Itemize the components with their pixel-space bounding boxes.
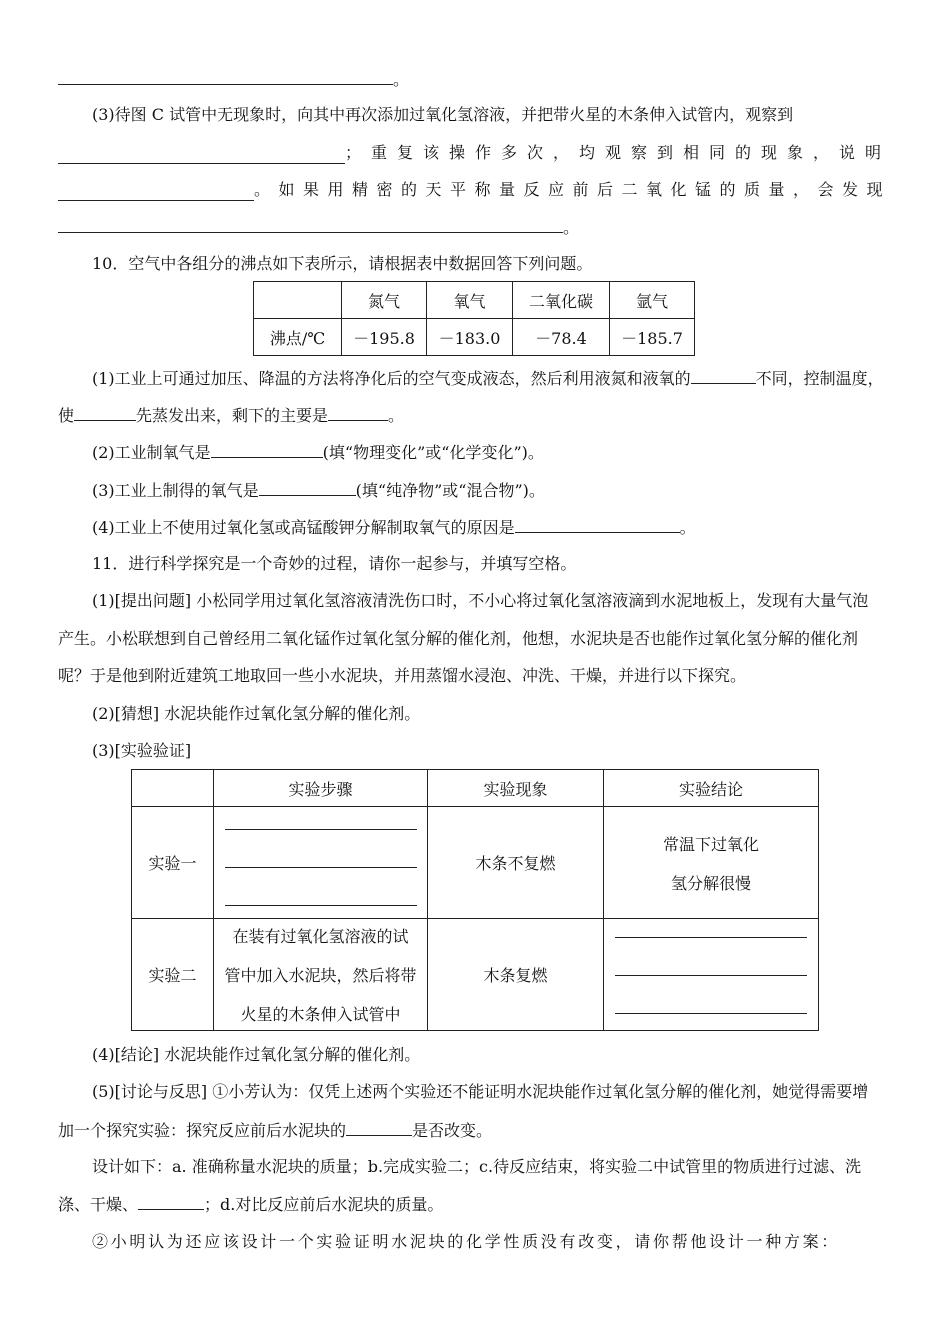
q10-p1-line-2: 使 先蒸发出来，剩下的主要是 。 — [58, 406, 405, 425]
answer-blank[interactable] — [615, 1012, 807, 1014]
q11-p1-line-2: 产生。小松联想到自己曾经用二氧化锰作过氧化氢分解的催化剂，他想，水泥块是否也能作过氧化氢分解的催化剂 — [58, 629, 859, 648]
row-label: 实验二 — [132, 919, 214, 1031]
q11-design-line-2: 涤、干燥、 ；d.对比反应前后水泥块的质量。 — [58, 1195, 444, 1214]
answer-blank[interactable] — [225, 904, 417, 906]
q10-p2: (2)工业制氧气是 (填“物理变化”或“化学变化”)。 — [92, 443, 544, 462]
table-header: 氩气 — [610, 282, 695, 319]
step-blanks-cell — [214, 807, 428, 919]
q10-p3: (3)工业上制得的氧气是 (填“纯净物”或“混合物”)。 — [92, 481, 545, 500]
q9-p3-line-3: 。如果用精密的天平称量反应前后二氧化锰的质量，会发现 — [58, 179, 891, 201]
table-cell: 木条复燃 — [428, 919, 604, 1031]
table-cell: －195.8 — [342, 319, 427, 356]
table-cell: －183.0 — [427, 319, 513, 356]
answer-blank[interactable] — [328, 404, 388, 421]
answer-blank[interactable] — [58, 216, 563, 233]
experiment-table — [131, 769, 819, 1031]
q11-design-line-1: 设计如下：a. 准确称量水泥块的质量；b.完成实验二；c.待反应结束，将实验二中试管里的物质进行过滤、洗 — [92, 1157, 862, 1176]
table-header: 氮气 — [342, 282, 427, 319]
answer-blank[interactable] — [74, 404, 136, 421]
q9-line-0: 。 — [58, 68, 409, 91]
q11-p5-line-1: (5)[讨论与反思] ①小芳认为：仅凭上述两个实验还不能证明水泥块能作过氧化氢分解的催化剂，她觉得需要增 — [92, 1082, 869, 1101]
answer-blank[interactable] — [58, 184, 254, 201]
q11-intro: 11．进行科学探究是一个奇妙的过程，请你一起参与，并填写空格。 — [92, 554, 577, 573]
q11-p1-line-1: (1)[提出问题] 小松同学用过氧化氢溶液清洗伤口时，不小心将过氧化氢溶液滴到水泥地板上，发现有大量气泡 — [92, 591, 869, 610]
answer-blank[interactable] — [138, 1193, 204, 1210]
q11-p2: (2)[猜想] 水泥块能作过氧化氢分解的催化剂。 — [92, 704, 421, 723]
boiling-point-table — [253, 281, 695, 356]
table-header-empty — [132, 770, 214, 807]
step-cell: 在装有过氧化氢溶液的试 管中加入水泥块，然后将带 火星的木条伸入试管中 — [214, 919, 428, 1031]
conclusion-blanks-cell — [604, 919, 819, 1031]
answer-blank[interactable] — [58, 68, 393, 85]
q9-p3-line-4: 。 — [58, 216, 579, 239]
answer-blank[interactable] — [58, 147, 345, 164]
q10-intro: 10．空气中各组分的沸点如下表所示，请根据表中数据回答下列问题。 — [92, 254, 593, 273]
table-cell: 木条不复燃 — [428, 807, 604, 919]
row-label: 沸点/℃ — [254, 319, 342, 356]
conclusion-cell: 常温下过氧化 氢分解很慢 — [604, 807, 819, 919]
table-header: 实验现象 — [428, 770, 604, 807]
q9-p3-line-2: ；重复该操作多次，均观察到相同的现象，说明 — [58, 142, 891, 164]
q10-p4: (4)工业上不使用过氧化氢或高锰酸钾分解制取氧气的原因是 。 — [92, 518, 696, 537]
q11-p5-line-2: 加一个探究实验：探究反应前后水泥块的 是否改变。 — [58, 1121, 493, 1140]
table-header: 二氧化碳 — [513, 282, 610, 319]
table-header: 氧气 — [427, 282, 513, 319]
q11-p6: ②小明认为还应该设计一个实验证明水泥块的化学性质没有改变，请你帮他设计一种方案： — [92, 1232, 841, 1251]
answer-blank[interactable] — [691, 367, 756, 384]
table-header: 实验结论 — [604, 770, 819, 807]
answer-blank[interactable] — [515, 516, 680, 533]
row-label: 实验一 — [132, 807, 214, 919]
answer-blank[interactable] — [225, 866, 417, 868]
answer-blank[interactable] — [615, 936, 807, 938]
table-cell: －78.4 — [513, 319, 610, 356]
answer-blank[interactable] — [225, 828, 417, 830]
table-header-empty — [254, 282, 342, 319]
answer-blank[interactable] — [346, 1119, 412, 1136]
q11-p1-line-3: 呢？于是他到附近建筑工地取回一些小水泥块，并用蒸馏水浸泡、冲洗、干燥，并进行以下探究。 — [58, 666, 747, 685]
table-header: 实验步骤 — [214, 770, 428, 807]
answer-blank[interactable] — [211, 441, 323, 458]
answer-blank[interactable] — [259, 479, 356, 496]
q10-p1-line-1: (1)工业上可通过加压、降温的方法将净化后的空气变成液态，然后利用液氮和液氧的 不同，控制温度， — [92, 369, 884, 388]
table-cell: －185.7 — [610, 319, 695, 356]
q11-p4: (4)[结论] 水泥块能作过氧化氢分解的催化剂。 — [92, 1045, 421, 1064]
q9-p3-line-1: (3)待图 C 试管中无现象时，向其中再次添加过氧化氢溶液，并把带火星的木条伸入试管内，观察到 — [92, 105, 794, 124]
q11-p3: (3)[实验验证] — [92, 741, 192, 760]
answer-blank[interactable] — [615, 974, 807, 976]
